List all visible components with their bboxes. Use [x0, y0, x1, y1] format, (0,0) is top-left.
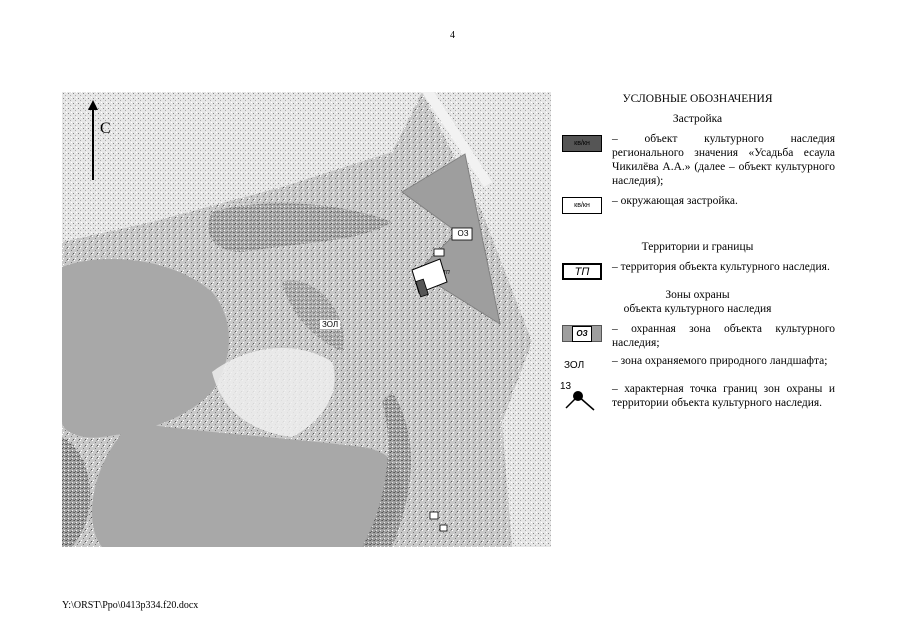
legend-item-point [560, 382, 835, 412]
legend [560, 92, 835, 412]
legend-item-surrounding [560, 194, 835, 216]
map-label-zol: ЗОЛ [322, 320, 339, 329]
footer-file-path: Y:\ORST\Ppo\0413p334.f20.docx [62, 600, 199, 611]
legend-item-zol [560, 354, 835, 376]
north-label: С [100, 120, 111, 137]
map [62, 92, 551, 547]
map-label-oz: ОЗ [457, 229, 469, 238]
legend-section-zones-1: Зоны охраны [665, 289, 730, 301]
tp-symbol: ТП [562, 263, 602, 280]
legend-text-surrounding: – окружающая застройка. [612, 195, 738, 207]
legend-section-territories: Территории и границы [641, 241, 754, 253]
legend-section-zones-2: объекта культурного наследия [623, 303, 772, 315]
map-label-tp: ТП [443, 270, 450, 276]
surrounding-building [434, 249, 444, 256]
heritage-object-symbol: кв/кн [562, 135, 602, 152]
surrounding-building-symbol: кв/кн [562, 197, 602, 214]
legend-item-heritage-object [560, 132, 835, 188]
page-number: 4 [450, 30, 455, 41]
surrounding-building [440, 525, 447, 531]
legend-text-point: – характерная точка границ зон охраны и территории объекта культурного наследия. [612, 383, 835, 409]
legend-title: УСЛОВНЫЕ ОБОЗНАЧЕНИЯ [622, 93, 773, 105]
zol-symbol: ЗОЛ [564, 360, 585, 371]
legend-section-building: Застройка [672, 113, 723, 125]
boundary-point-number: 13 [560, 381, 572, 392]
legend-text-heritage-object: – объект культурного наследия регионального значения «Усадьба есаула Чикилёва А.А.» (далее – объект культурного наследия); [612, 133, 835, 187]
surrounding-building [430, 512, 438, 519]
legend-item-tp [560, 260, 835, 282]
legend-text-tp: – территория объекта культурного наследия. [612, 261, 830, 273]
legend-text-oz: – охранная зона объекта культурного наследия; [612, 323, 835, 349]
oz-symbol [562, 325, 602, 342]
oz-symbol-label: ОЗ [572, 326, 591, 342]
legend-item-oz [560, 322, 835, 350]
legend-text-zol: – зона охраняемого природного ландшафта; [612, 355, 828, 367]
aerial-photo-map [62, 92, 551, 547]
